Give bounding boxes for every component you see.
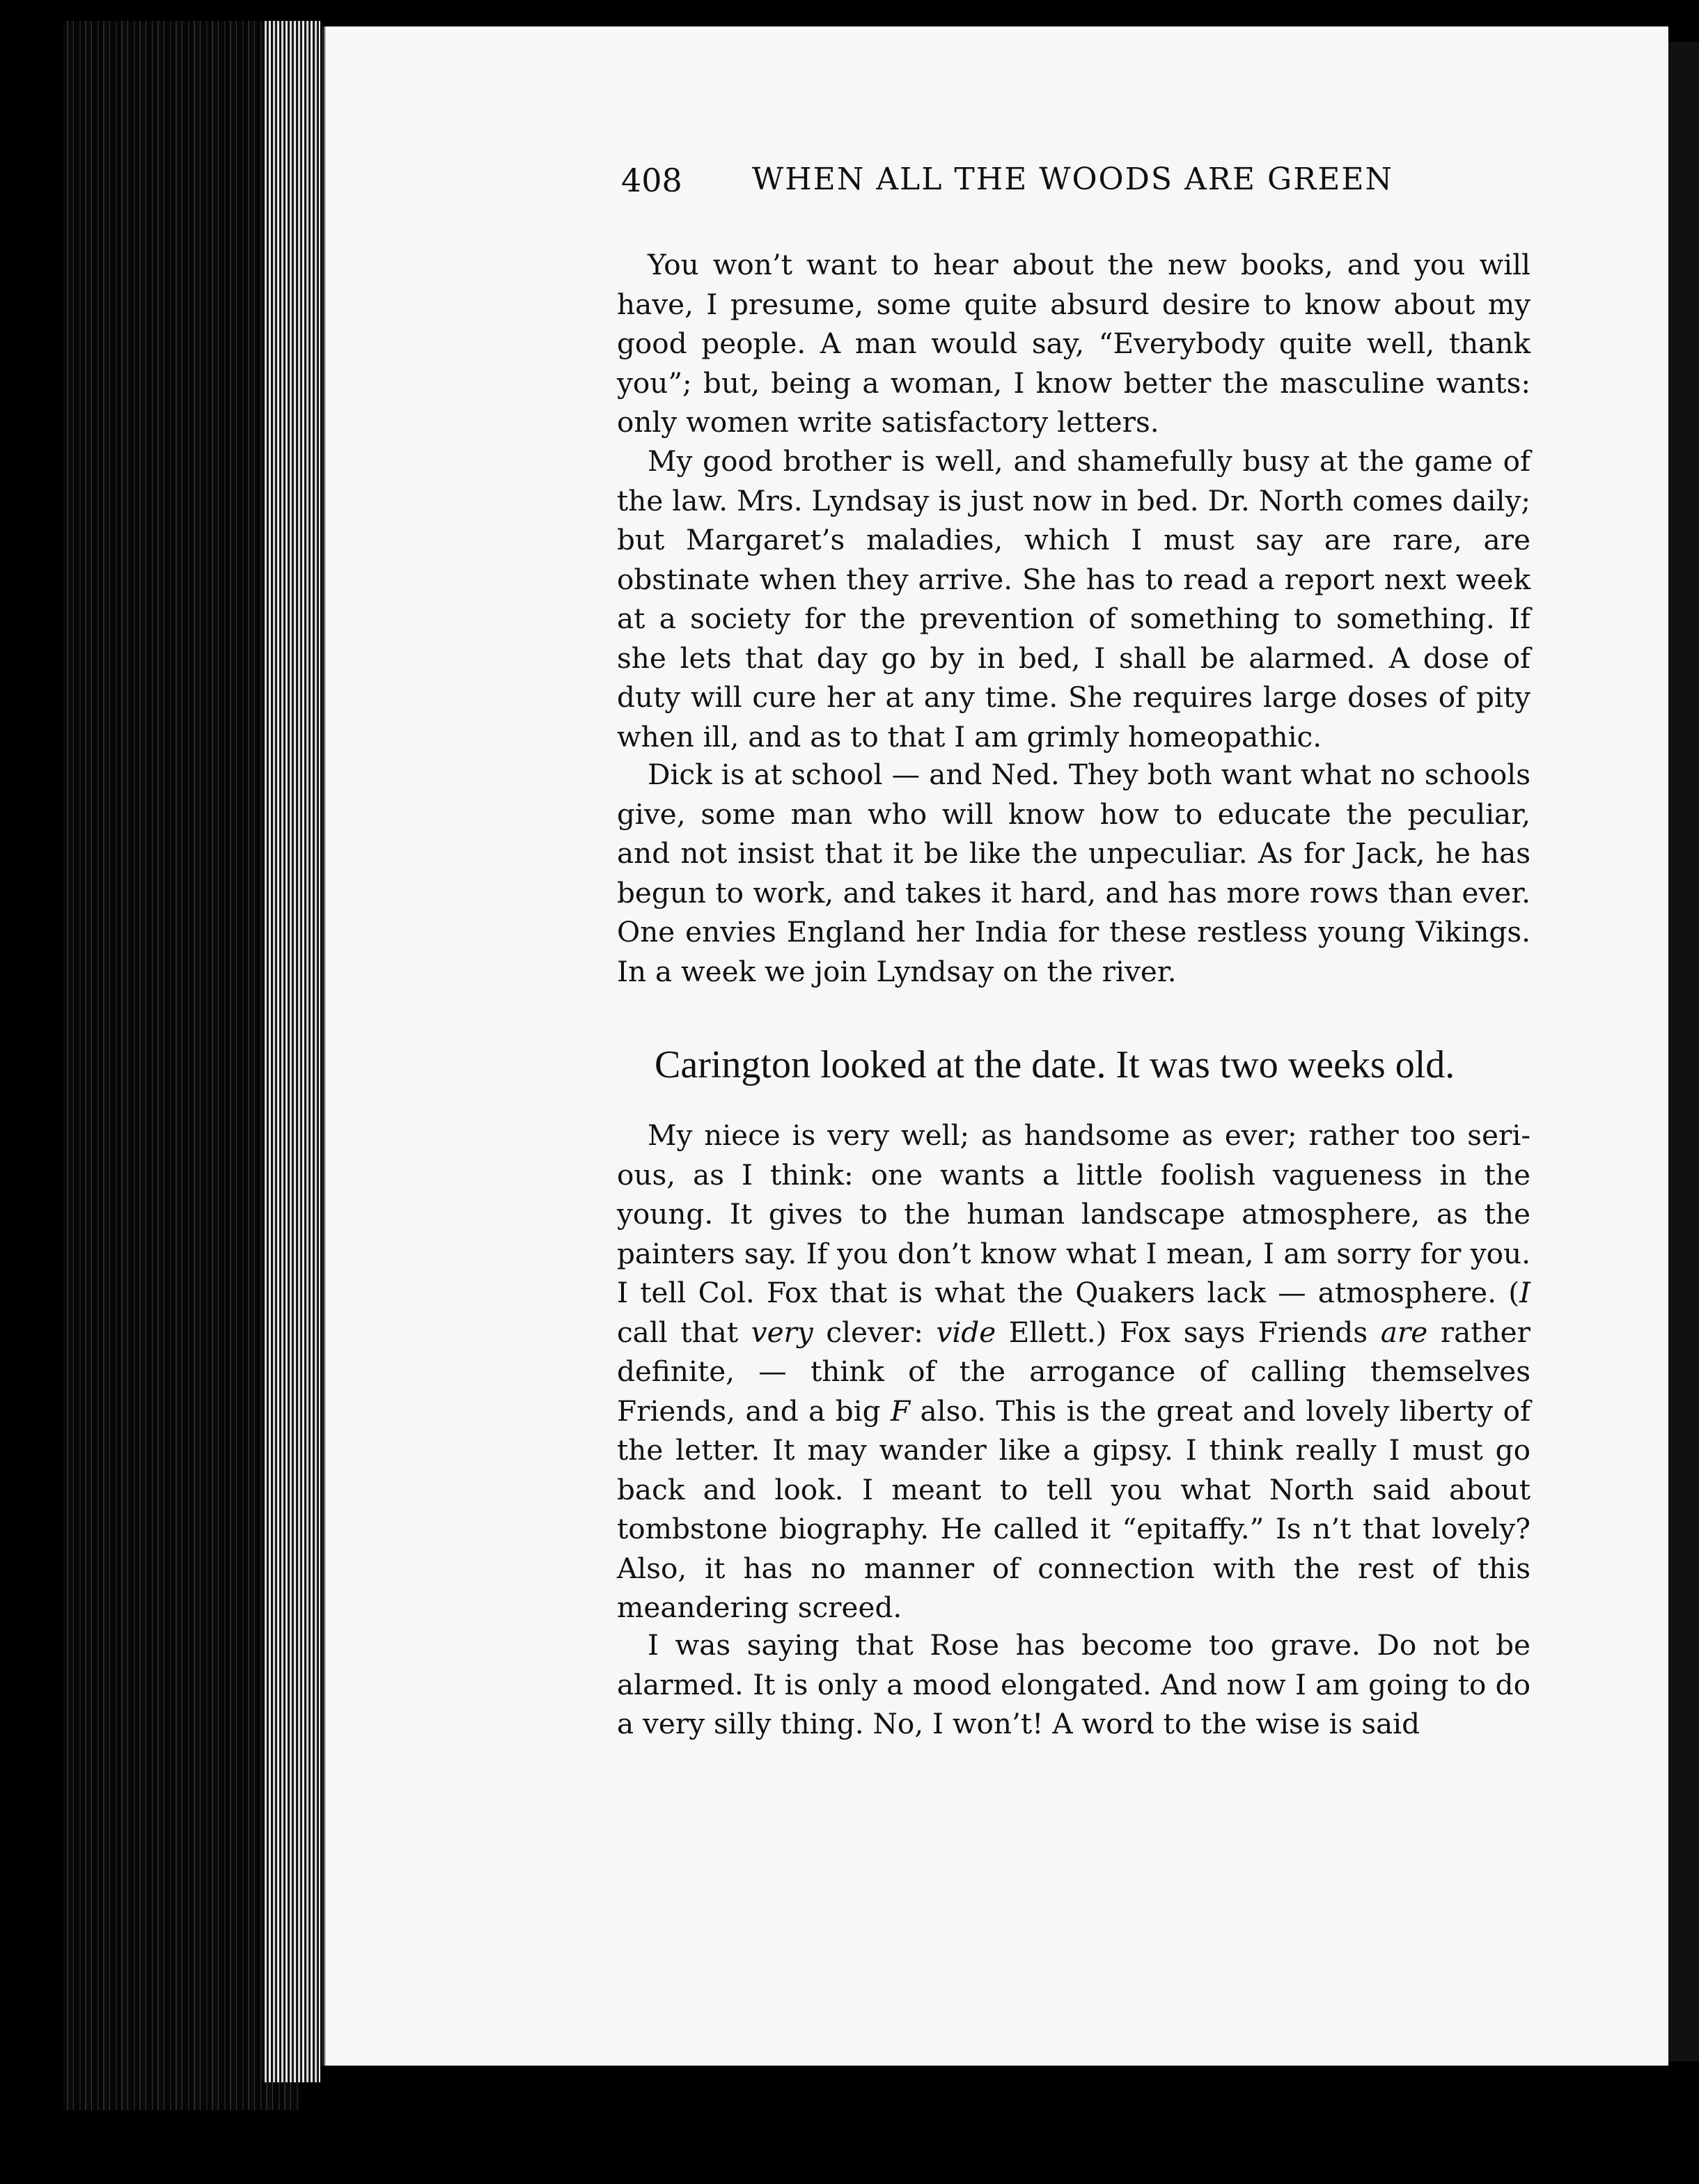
italic-text: are bbox=[1380, 1315, 1428, 1349]
body-paragraph: You won’t want to hear about the new books, and you will have, I presume, some quite absurd desire to know about my good people. A man would say, “Everybody quite well, thank you”; but, being a woman, I know better the masculine wants: only women write satisfactory letters. bbox=[617, 248, 1530, 439]
book-page-edges-inner bbox=[265, 21, 320, 2082]
body-paragraph bbox=[617, 1116, 1530, 1628]
paragraph-text: rather definite, — think of the arrogance of calling themselves Friends, and a big bbox=[617, 1315, 1530, 1428]
paragraph-text: also. This is the great and lovely liberty of the letter. It may wander like a gipsy. I think really I must go back and look. I meant to tell you what North said about tombstone biography. He called it “epitaffy.” Is n’t that lovely? Also, it has no manner of connection with the rest of this meandering screed. bbox=[617, 1394, 1530, 1624]
page-number: 408 bbox=[621, 162, 682, 199]
paragraph-text: Ellett.) Fox says Friends bbox=[996, 1315, 1381, 1349]
book-page-edges bbox=[63, 21, 299, 2110]
running-title: WHEN ALL THE WOODS ARE GREEN bbox=[752, 162, 1394, 197]
running-head bbox=[621, 162, 1398, 203]
body-paragraph: My good brother is well, and shamefully busy at the game of the law. Mrs. Lyndsay is just now in bed. Dr. North comes daily; but Margaret’s maladies, which I must say are rare, are obstinate when they arrive. She has to read a report next week at a society for the prevention of something to something. If she lets that day go by in bed, I shall be alarmed. A dose of duty will cure her at any time. She requires large doses of pity when ill, and as to that I am grimly homeopathic. bbox=[617, 444, 1530, 754]
body-paragraph: Dick is at school — and Ned. They both want what no schools give, some man who will know how to educate the peculiar, and not insist that it be like the unpeculiar. As for Jack, he has begun to work, and takes it hard, and has more rows than ever. One envies England her India for these restless young Vikings. In a week we join Lyndsay on the river. bbox=[617, 758, 1530, 988]
paragraph-text: call that bbox=[617, 1315, 751, 1349]
body-paragraph: I was saying that Rose has become too grave. Do not be alarmed. It is only a mood elongated. And now I am going to do a very silly thing. No, I won’t! A word to the wise is said bbox=[617, 1628, 1530, 1740]
right-gutter bbox=[1666, 42, 1699, 2061]
italic-text: I bbox=[1519, 1276, 1530, 1309]
paragraph-text: clever: bbox=[813, 1315, 937, 1349]
narrative-interlude: Carington looked at the date. It was two weeks old. bbox=[655, 1043, 1455, 1086]
italic-text: very bbox=[751, 1315, 813, 1349]
italic-text: vide bbox=[936, 1315, 996, 1349]
italic-text: F bbox=[890, 1394, 911, 1428]
paragraph-text: My niece is very well; as handsome as ever; rather too serious, as I think: one wants a little foolish vagueness in the young. It gives to the human landscape atmosphere, as the painters say. If you don’t know what I mean, I am sorry for you. I tell Col. Fox that is what the Quakers lack — atmosphere. ( bbox=[617, 1118, 1530, 1309]
